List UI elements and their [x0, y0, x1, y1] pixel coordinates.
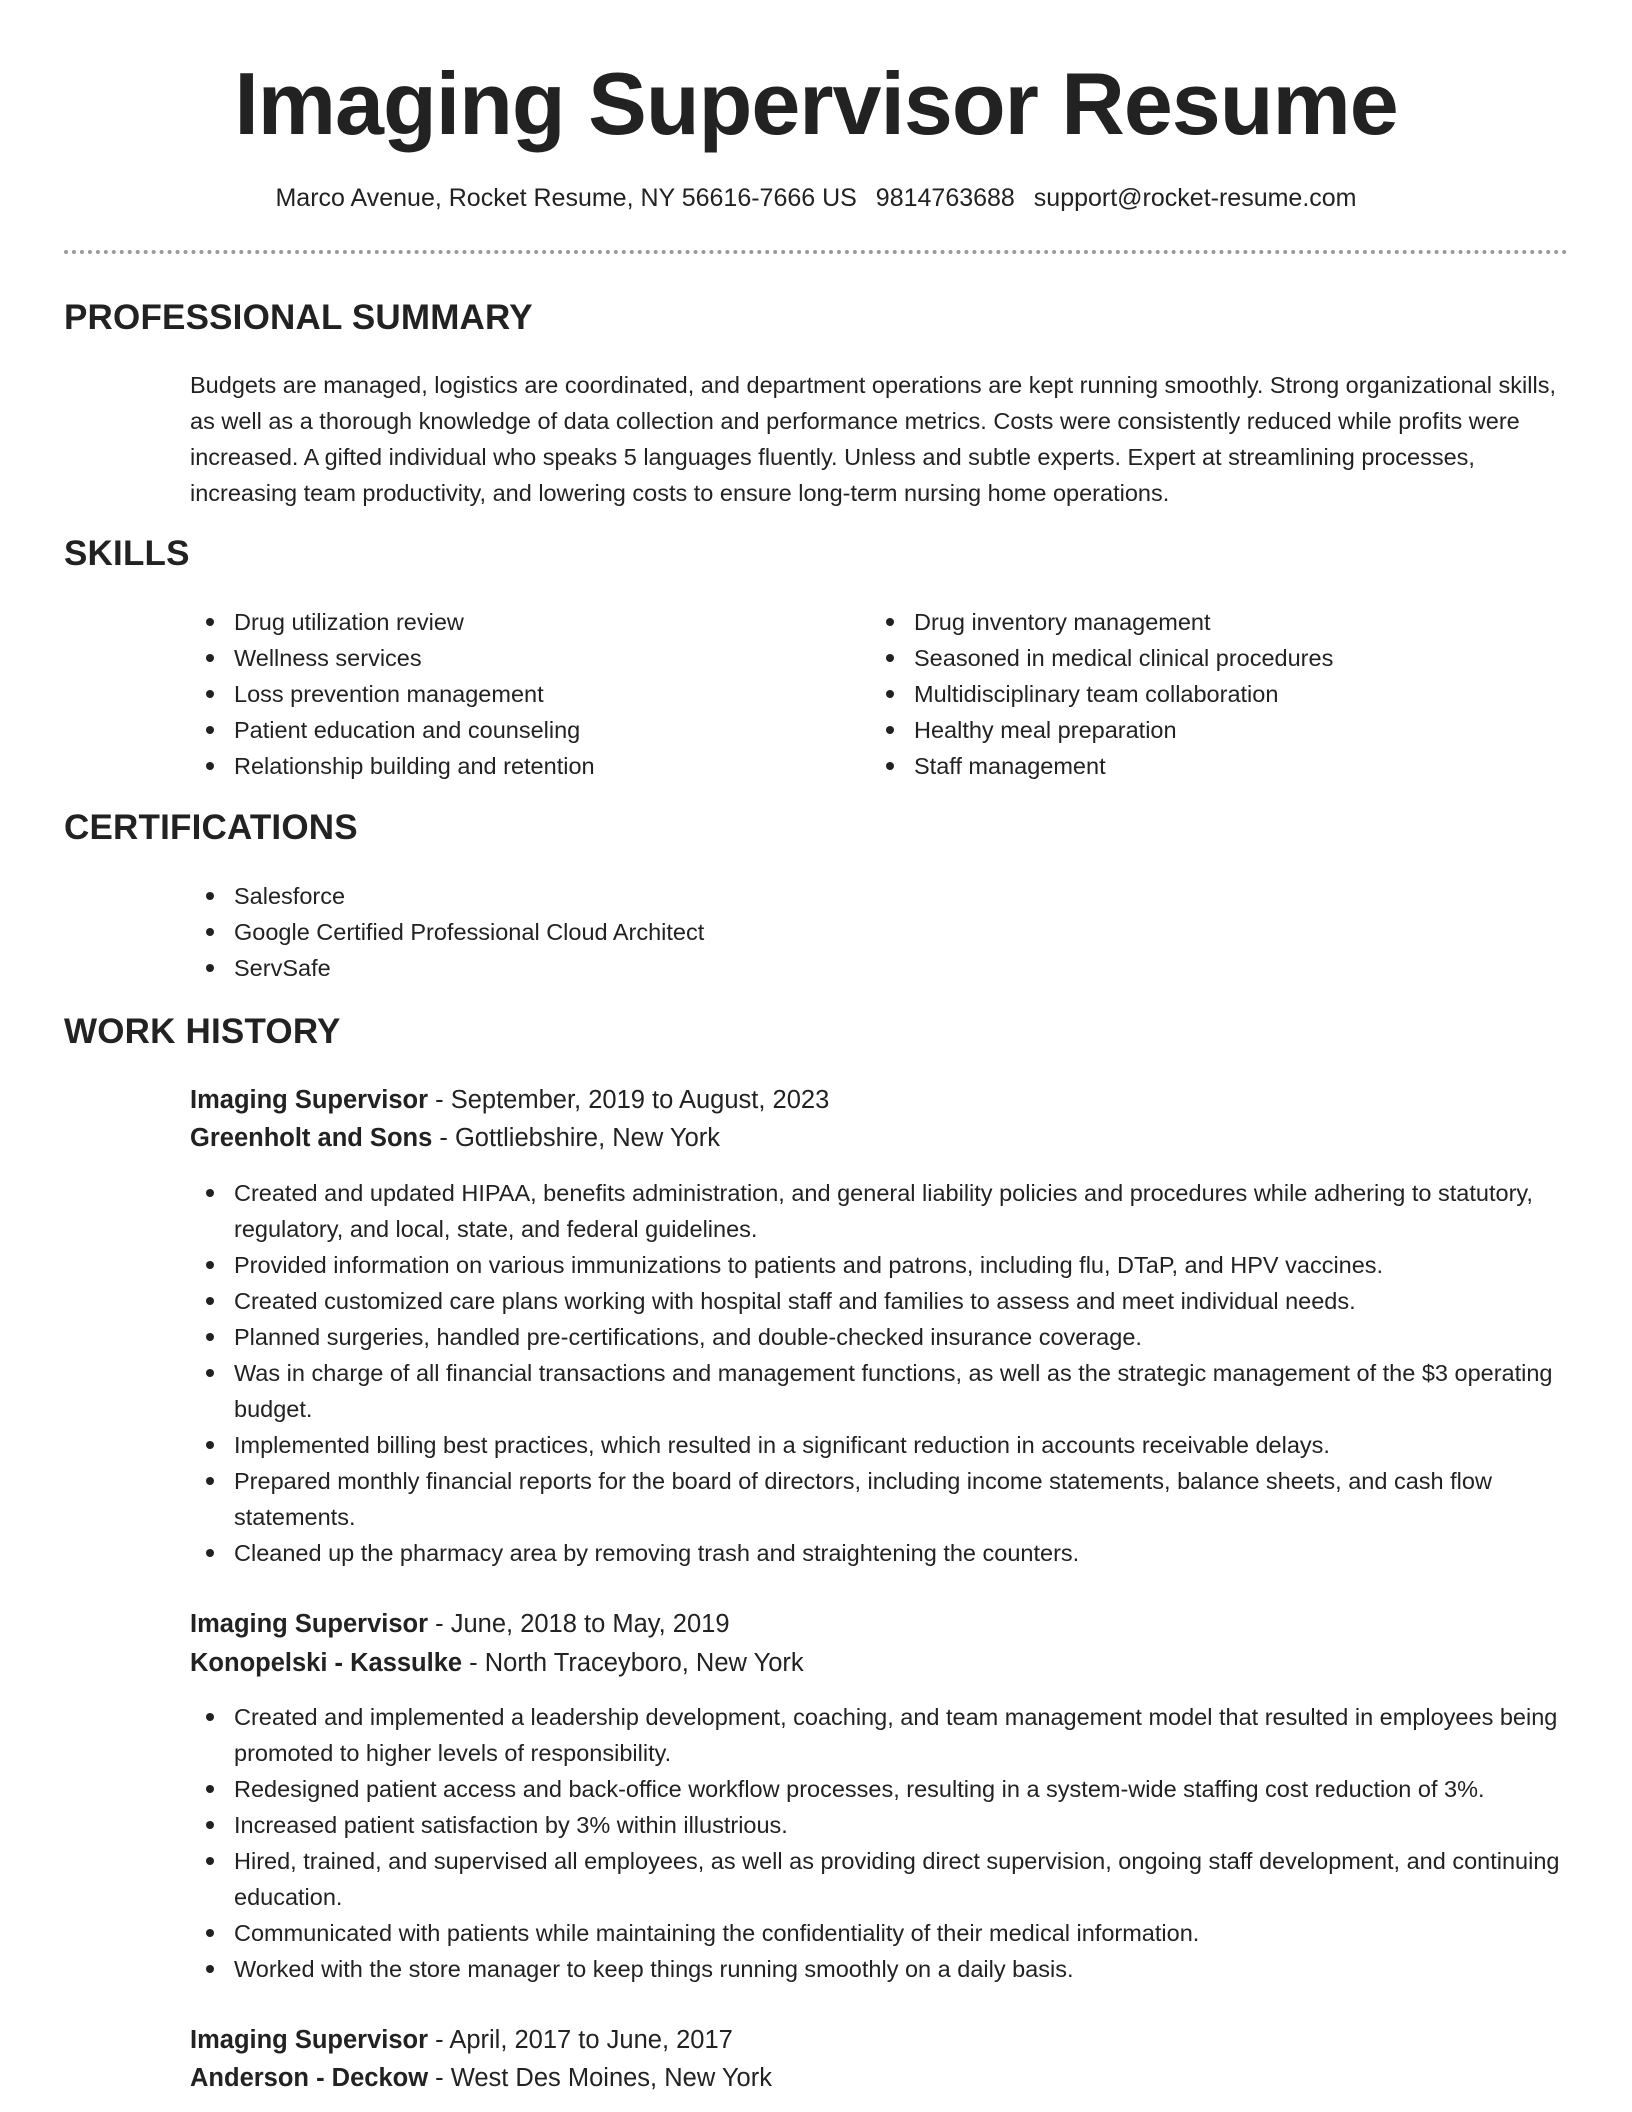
certifications-list — [190, 878, 1570, 986]
skill-item: Healthy meal preparation — [870, 712, 1570, 748]
skills-list-left — [190, 604, 830, 784]
job-company-line — [190, 1644, 804, 1682]
skill-item: Loss prevention management — [190, 676, 830, 712]
job-role: Imaging Supervisor — [190, 1610, 429, 1638]
job-company: Konopelski - Kassulke — [190, 1649, 463, 1677]
contact-line — [0, 181, 1632, 215]
skill-item: Drug inventory management — [870, 604, 1570, 640]
skill-item: Wellness services — [190, 640, 830, 676]
job-role: Imaging Supervisor — [190, 2026, 429, 2054]
contact-email: support@rocket-resume.com — [1033, 184, 1357, 212]
skill-item: Multidisciplinary team collaboration — [870, 676, 1570, 712]
job-bullet: Worked with the store manager to keep things running smoothly on a daily basis. — [190, 1951, 1580, 1987]
job-bullet: Provided information on various immunizations to patients and patrons, including flu, DTaP, and HPV vaccines. — [190, 1247, 1580, 1283]
job-bullet: Hired, trained, and supervised all employees, as well as providing direct supervision, ongoing staff development, and continuing education. — [190, 1843, 1580, 1915]
skill-item: Drug utilization review — [190, 604, 830, 640]
skill-item: Patient education and counseling — [190, 712, 830, 748]
job-company-line — [190, 1119, 720, 1157]
job-dates: - April, 2017 to June, 2017 — [428, 2026, 733, 2054]
job-bullet: Was in charge of all financial transactions and management functions, as well as the strategic management of the $3 operating budget. — [190, 1355, 1580, 1427]
job-bullet: Communicated with patients while maintaining the confidentiality of their medical information. — [190, 1915, 1580, 1951]
job-bullet: Planned surgeries, handled pre-certifications, and double-checked insurance coverage. — [190, 1319, 1580, 1355]
job-bullet: Created and updated HIPAA, benefits administration, and general liability policies and procedures while adhering to statutory, regulatory, and local, state, and federal guidelines. — [190, 1175, 1580, 1247]
work-history-heading: WORK HISTORY — [64, 1012, 341, 1051]
job-bullet: Increased patient satisfaction by 3% within illustrious. — [190, 1807, 1580, 1843]
skills-heading: SKILLS — [64, 534, 190, 573]
job-bullet: Created and implemented a leadership development, coaching, and team management model that resulted in employees being promoted to higher levels of responsibility. — [190, 1699, 1580, 1771]
job-company: Greenholt and Sons — [190, 1124, 433, 1152]
resume-title: Imaging Supervisor Resume — [234, 54, 1398, 153]
skill-item: Staff management — [870, 748, 1570, 784]
job-dates: - September, 2019 to August, 2023 — [428, 1086, 830, 1114]
job-bullet: Redesigned patient access and back-office workflow processes, resulting in a system-wide staffing cost reduction of 3%. — [190, 1771, 1580, 1807]
job-company: Anderson - Deckow — [190, 2064, 429, 2092]
job-location: - North Traceyboro, New York — [462, 1649, 804, 1677]
job-bullets — [190, 1175, 1580, 1571]
job-bullets — [190, 1699, 1580, 1987]
job-company-line — [190, 2059, 772, 2097]
job-title-line — [190, 2021, 733, 2059]
header-divider — [64, 250, 1568, 254]
job-title-line — [190, 1605, 730, 1643]
job-bullet: Prepared monthly financial reports for the board of directors, including income statements, balance sheets, and cash flow statements. — [190, 1463, 1580, 1535]
certification-item: ServSafe — [190, 950, 1570, 986]
job-dates: - June, 2018 to May, 2019 — [428, 1610, 730, 1638]
contact-address: Marco Avenue, Rocket Resume, NY 56616-7666 US — [275, 184, 857, 212]
skill-item: Seasoned in medical clinical procedures — [870, 640, 1570, 676]
summary-heading: PROFESSIONAL SUMMARY — [64, 298, 533, 337]
contact-phone: 9814763688 — [875, 184, 1015, 212]
certification-item: Google Certified Professional Cloud Architect — [190, 914, 1570, 950]
job-bullet: Implemented billing best practices, which resulted in a significant reduction in accounts receivable delays. — [190, 1427, 1580, 1463]
job-bullet: Created customized care plans working with hospital staff and families to assess and meet individual needs. — [190, 1283, 1580, 1319]
summary-text: Budgets are managed, logistics are coordinated, and department operations are kept running smoothly. Strong organizational skills, as well as a thorough knowledge of data collection and performance metrics. Costs were consistently reduced while profits were increased. A gifted individual who speaks 5 languages fluently. Unless and subtle experts. Expert at streamlining processes, increasing team productivity, and lowering costs to ensure long-term nursing home operations. — [190, 372, 1556, 506]
job-title-line — [190, 1081, 829, 1119]
job-location: - Gottliebshire, New York — [432, 1124, 720, 1152]
skill-item: Relationship building and retention — [190, 748, 830, 784]
job-role: Imaging Supervisor — [190, 1086, 429, 1114]
job-bullet: Cleaned up the pharmacy area by removing trash and straightening the counters. — [190, 1535, 1580, 1571]
certifications-heading: CERTIFICATIONS — [64, 808, 358, 847]
certification-item: Salesforce — [190, 878, 1570, 914]
skills-list-right — [870, 604, 1570, 784]
job-location: - West Des Moines, New York — [428, 2064, 772, 2092]
